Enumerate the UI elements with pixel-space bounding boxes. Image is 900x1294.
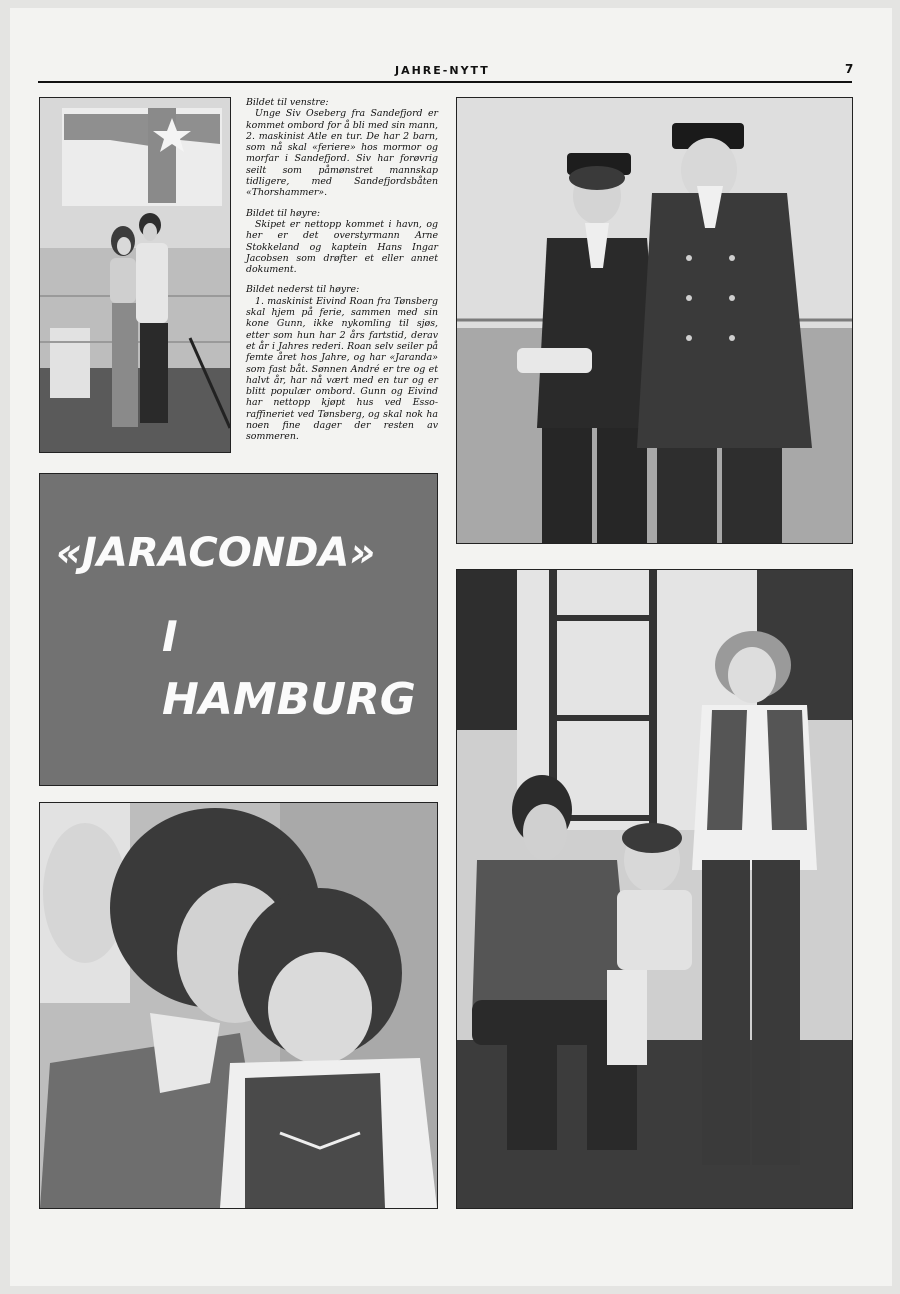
caption-bottom-right-body: 1. maskinist Eivind Roan fra Tønsberg skal hjem på ferie, sammen med sin kone Gunn, ikke nykomling til sjøs, etter som hun har 2 års fartstid, derav et år i Jahres rederi. Roan selv seiler på femte året hos Jahre, og har «Jaranda» som fast båt. Sønnen André er tre og et halvt år, har nå vært med en tur og er blitt populær ombord. Gunn og Eivind har nettopp kjøpt hus ved Esso-raffineriet ved Tønsberg, og skal nok ha noen fine dager der resten av sommeren.	[246, 295, 438, 443]
banner-title-ship: «JARACONDA»	[56, 530, 376, 576]
caption-right-body: Skipet er nettopp kommet i havn, og her er det overstyrmann Arne Stokkeland og kaptein Hans Ingar Jacobsen som drøfter et eller annet dokument.	[246, 218, 438, 276]
photo-mother-and-daughter	[39, 802, 438, 1209]
photo-officers-with-document	[456, 97, 853, 544]
photo-family-on-deck	[456, 569, 853, 1209]
header-title: JAHRE-NYTT	[395, 64, 490, 77]
banner-title-preposition: I	[162, 612, 178, 661]
caption-column	[246, 97, 438, 452]
page-number: 7	[845, 62, 854, 76]
title-banner	[39, 473, 438, 786]
caption-right-heading: Bildet til høyre:	[246, 207, 321, 219]
photo-couple-on-deck	[39, 97, 231, 453]
caption-left-heading: Bildet til venstre:	[246, 97, 329, 108]
banner-title-city: HAMBURG	[162, 674, 416, 725]
caption-bottom-right-heading: Bildet nederst til høyre:	[246, 284, 360, 296]
caption-left-body: Unge Siv Oseberg fra Sandefjord er kommet ombord for å bli med sin mann, 2. maskinist Atle en tur. De har 2 barn, som nå skal «feriere» hos mormor og morfar i Sandefjord. Siv har forøvrig seilt som påmønstret mannskap tidligere, med Sandefjordsbåten «Thorshammer».	[246, 108, 438, 199]
header-rule	[38, 81, 852, 83]
